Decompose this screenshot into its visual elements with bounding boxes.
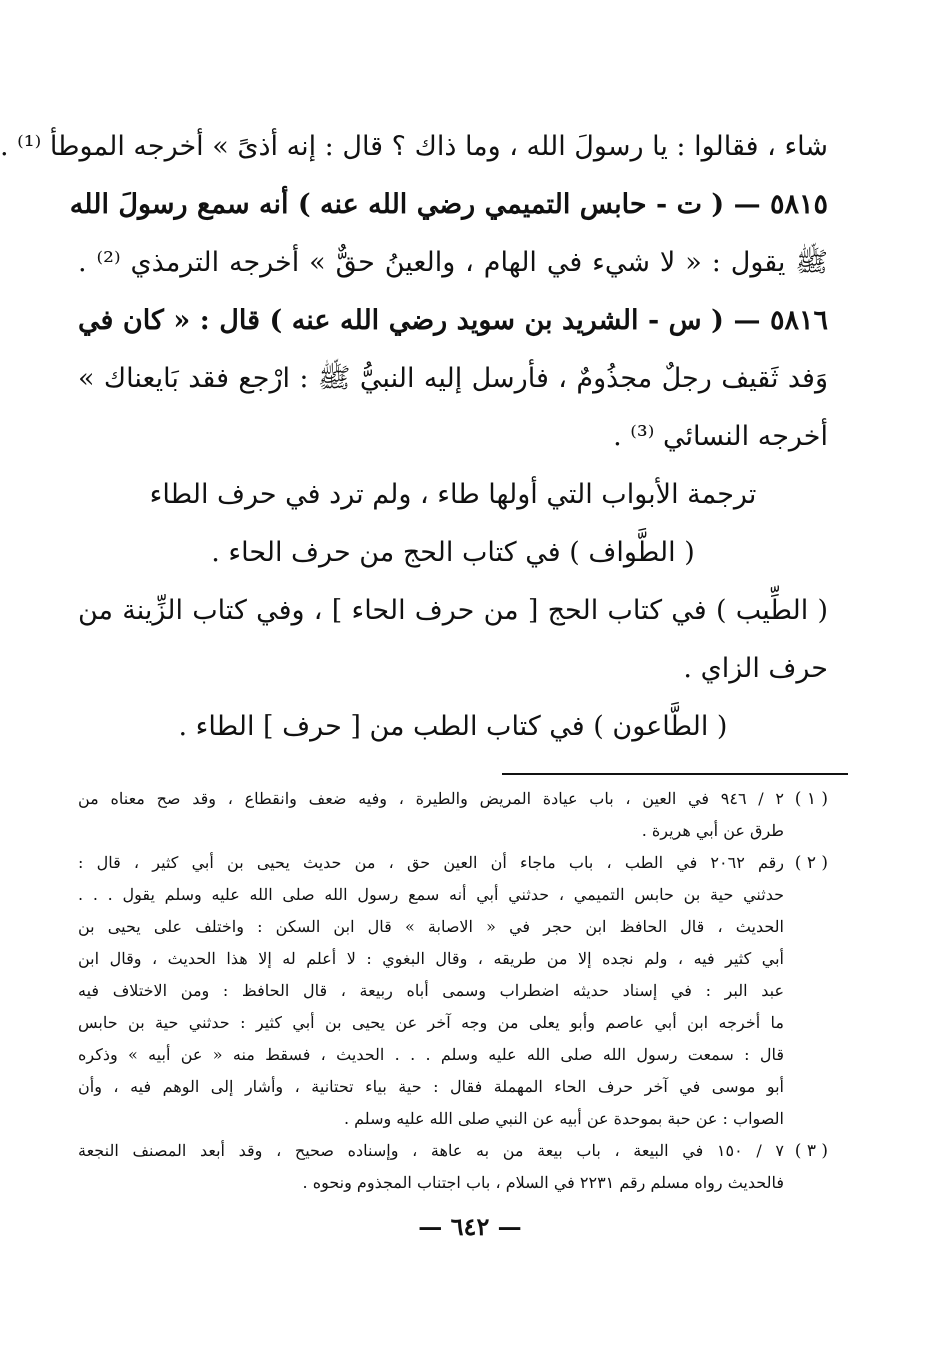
hadith-5816-heading: ٥٨١٦ — ( س - الشريد بن سويد رضي الله عنه ) قال : « كان في	[78, 305, 828, 336]
cross-reference-taun: ( الطَّاعون ) في كتاب الطب من [ حرف ] الطاء .	[178, 711, 728, 742]
page-number: — ٦٤٢ —	[418, 1212, 522, 1241]
cross-reference-tawaf: ( الطَّواف ) في كتاب الحج من حرف الحاء .	[211, 537, 695, 568]
text-line-5: وَفد ثَقيف رجلٌ مجذُومٌ ، فأرسل إليه النبيُّ ﷺ : ارْجع فقد بَايعناك »	[78, 363, 828, 394]
footnote-line: عبد البر : في إسناد حديثه اضطراب وسمى أباه ربيعة ، قال الحافظ : ومن الاختلاف فيه	[78, 981, 784, 1000]
footnote-line: الحديث ، قال الحافظ ابن حجر في « الاصابة » قال ابن السكن : واختلف على يحيى بن	[78, 917, 784, 936]
footnote-line: طرق عن أبي هريرة .	[641, 821, 784, 840]
footnote-1	[78, 783, 828, 847]
text-line-1: شاء ، فقالوا : يا رسولَ الله ، وما ذاك ؟ قال : إنه أذىً » أخرجه الموطأ ⁽¹⁾ .	[0, 131, 828, 162]
footnote-line: قال : سمعت رسول الله صلى الله عليه وسلم . . . الحديث ، فسقط منه « عن أبيه » وذكره	[78, 1045, 784, 1064]
cross-reference-tib: ( الطِّيب ) في كتاب الحج [ من حرف الحاء ] ، وفي كتاب الزِّينة من	[78, 595, 828, 626]
footnote-line: ٧ / ١٥٠ في البيعة ، باب بيعة من به عاهة ، وإسناده صحيح ، وقد أبعد المصنف النجعة	[78, 1141, 784, 1160]
footnote-line: أبي كثير فيه ، ولم نجده إلا من طريقه ، وقال البغوي : لا أعلم له إلا هذا الحديث ، وقال ابن	[78, 949, 784, 968]
footnote-line: ٢ / ٩٤٦ في العين ، باب عيادة المريض والطيرة ، وفيه ضعف وانقطاع ، وقد صح معناه من	[78, 789, 785, 808]
footnote-3	[78, 1135, 828, 1199]
footnote-label: ( ١ )	[794, 789, 828, 809]
footnote-2	[78, 847, 828, 1135]
footnote-line: حدثني حية بن حابس التميمي ، حدثني أبي أنه سمع رسول الله صلى الله عليه وسلم يقول . . .	[78, 885, 784, 904]
main-text	[0, 118, 828, 756]
footnote-line: رقم ٢٠٦٢ في الطب ، باب ماجاء أن العين حق ، من حديث يحيى بن أبي كثير ، قال :	[78, 853, 784, 872]
footnote-line: فالحديث رواه مسلم رقم ٢٢٣١ في السلام ، باب اجتناب المجذوم ونحوه .	[302, 1173, 784, 1192]
text-line-3: ﷺ يقول : « لا شيء في الهام ، والعينُ حقٌّ » أخرجه الترمذي ⁽²⁾ .	[78, 247, 828, 278]
footnote-line: أبو موسى في آخر حرف الحاء المهملة فقال : حية بياء تحتانية ، وأشار إلى الوهم فيه ، وأن	[78, 1077, 785, 1096]
footnote-label: ( ٢ )	[794, 853, 828, 873]
cross-reference-tib-end: حرف الزاي .	[683, 653, 828, 684]
footnote-line: ما أخرجه ابن أبي عاصم وأبو يعلى من وجه آخر عن يحيى بن أبي كثير : حدثني حية بن حابس	[78, 1013, 785, 1032]
footnote-separator	[502, 773, 848, 775]
footnote-line: الصواب : عن حبة بموحدة عن أبيه عن النبي صلى الله عليه وسلم .	[343, 1109, 784, 1128]
section-heading: ترجمة الأبواب التي أولها طاء ، ولم ترد في حرف الطاء	[149, 479, 757, 510]
footnote-label: ( ٣ )	[794, 1141, 828, 1161]
text-line-6: أخرجه النسائي ⁽³⁾ .	[613, 421, 828, 452]
footnotes	[78, 783, 828, 1199]
hadith-5815-heading: ٥٨١٥ — ( ت - حابس التميمي رضي الله عنه ) أنه سمع رسولَ الله	[69, 189, 828, 220]
